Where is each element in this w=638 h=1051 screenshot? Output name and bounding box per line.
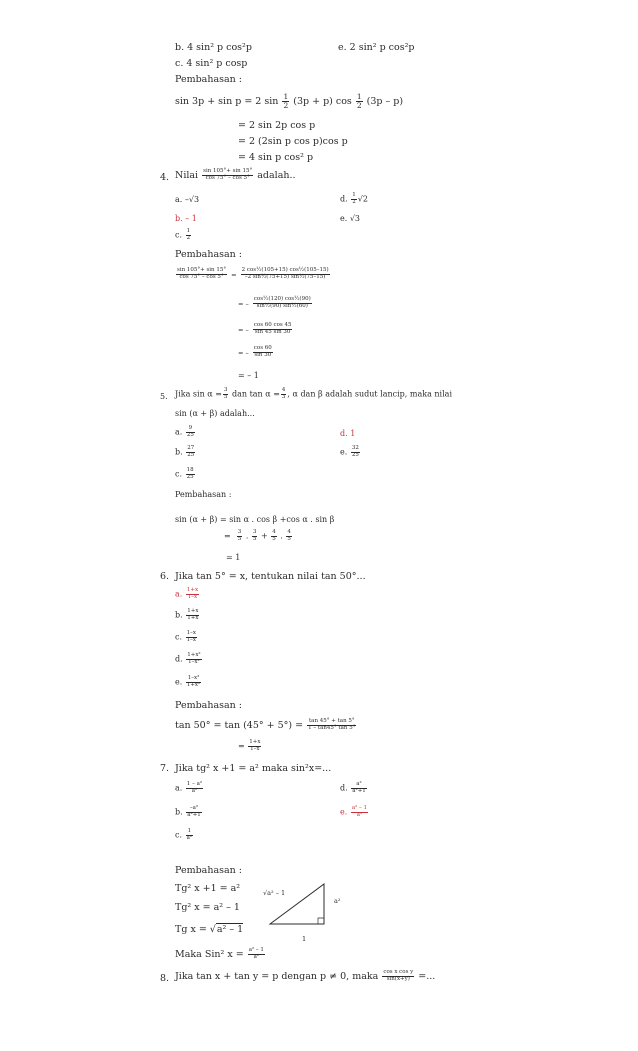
triangle-side-label: a²: [334, 897, 341, 905]
q5-pembahasan: Pembahasan :: [175, 490, 232, 499]
q4-step-3: = – $\frac{\cos 60 \cos 45}{\sin 45 \sin 30}$: [238, 322, 292, 335]
q7-step-3: Tg x = √a² – 1: [175, 924, 244, 935]
q3-option-c: c. 4 sin² p cosp: [175, 58, 248, 69]
q4-number: 4.: [160, 172, 170, 183]
q7-option-c: c. $\frac{1}{\text{a²}}$: [175, 828, 193, 841]
q4-step-4: = – $\frac{\cos 60}{\sin 30}$: [238, 345, 272, 358]
q4-option-b: b. – 1: [175, 214, 197, 223]
q6-step-2: = $\frac{1+x}{1-x}$: [238, 739, 261, 752]
q5-option-b: b. $\frac{27}{25}$: [175, 445, 195, 458]
q6-pembahasan: Pembahasan :: [175, 700, 243, 711]
q4-option-e: e. √3: [340, 214, 361, 223]
q6-number: 6.: [160, 571, 170, 582]
q6-option-e: e. $\frac{\text{1–x²}}{\text{1+x²}}$: [175, 675, 201, 688]
q6-stem: Jika tan 5° = x, tentukan nilai tan 50°...: [175, 571, 366, 582]
q6-option-a: a. $\frac{1+x}{1-x}$: [175, 587, 199, 600]
q5-step-3: = 1: [226, 553, 241, 562]
q8-number: 8.: [160, 973, 170, 984]
q5-number: 5.: [160, 392, 168, 401]
q7-pembahasan: Pembahasan :: [175, 865, 243, 876]
q4-step-1: $\frac{\sin 105^\circ+ \sin 15^\circ}{\cos 75^\circ - \cos 5^\circ}$ = $\frac{\text{2 cos½(105+15) cos½(105–15)}}{\text{–2 sin½(75+15) sin½(75–15)}}$: [177, 267, 329, 280]
q5-option-c: c. $\frac{18}{25}$: [175, 467, 194, 480]
q5-option-a: a. $\frac{9}{25}$: [175, 425, 194, 438]
q4-option-d: d. $\frac{1}{2}$ √2: [340, 192, 368, 205]
q7-option-b: b. $\frac{\text{–a²}}{\text{a²+1}}$: [175, 805, 201, 818]
right-triangle-diagram: [262, 878, 362, 938]
q7-option-d: d. $\frac{\text{a²}}{\text{a²+1}}$: [340, 781, 366, 794]
q6-option-d: d. $\frac{\text{1+x²}}{\text{1–x²}}$: [175, 652, 201, 665]
q3-step-3: = 2 (2sin p cos p)cos p: [238, 136, 348, 147]
triangle-base-label: 1: [302, 935, 307, 943]
q3-option-e: e. 2 sin² p cos²p: [338, 42, 415, 53]
q7-step-4: Maka Sin² x = $\frac{\text{a² – 1}}{\text{a²}}$: [175, 947, 264, 960]
q4-stem: Nilai $\frac{\sin 105^\circ+ \sin 15^\circ}{\cos 75^\circ - \cos 5^\circ}$ adalah..: [175, 168, 296, 181]
q3-step-2: = 2 sin 2p cos p: [238, 120, 316, 131]
q4-pembahasan: Pembahasan :: [175, 249, 243, 260]
q5-stem-line-2: sin (α + β) adalah...: [175, 409, 255, 418]
q6-step-1: tan 50° = tan (45° + 5°) = $\frac{\tan 45^\circ + \tan 5^\circ}{1 - \tan 45^\circ \tan 5^\circ}$: [175, 718, 356, 731]
q5-step-1: sin (α + β) = sin α . cos β +cos α . sin β: [175, 515, 335, 524]
q7-number: 7.: [160, 763, 170, 774]
q4-step-2: = – $\frac{\text{cos½(120) cos½(90)}}{\text{sin½(90) sin½(60)}}$: [238, 296, 311, 309]
q7-stem: Jika tg² x +1 = a² maka sin²x=...: [175, 763, 332, 774]
q6-option-b: b. $\frac{1+x}{1+x}$: [175, 608, 199, 621]
q4-step-5: = – 1: [238, 371, 259, 380]
q7-step-1: Tg² x +1 = a²: [175, 883, 241, 894]
q5-option-d: d. 1: [340, 429, 356, 438]
q5-step-2: = $\frac{3}{5}$ . $\frac{3}{5}$ + $\frac{4}{5}$ . $\frac{4}{5}$: [224, 529, 291, 542]
q7-step-2: Tg² x = a² – 1: [175, 902, 240, 913]
q6-option-c: c. $\frac{1-x}{1-x}$: [175, 630, 196, 643]
q4-option-c: c. $\frac{1}{2}$: [175, 228, 191, 241]
q5-stem-line-1: Jika sin α = $\frac{3}{5}$ dan tan α = $\frac{4}{3}$ , α dan β adalah sudut lancip, maka nilai: [175, 387, 453, 400]
q3-pembahasan: Pembahasan :: [175, 74, 243, 85]
q7-option-e: e. $\frac{\text{a² – 1}}{\text{a²}}$: [340, 805, 368, 818]
q3-step-4: = 4 sin p cos² p: [238, 152, 314, 163]
q3-step-1: sin 3p + sin p = 2 sin $\frac{1}{2}$ (3p + p) cos $\frac{1}{2}$ (3p – p): [175, 92, 404, 110]
q8-stem: Jika tan x + tan y = p dengan p ≠ 0, maka $\frac{\text{cos x cos y}}{\sin(x+y)}$ =...: [175, 969, 436, 982]
q3-option-b: b. 4 sin² p cos²p: [175, 42, 252, 53]
q7-option-a: a. $\frac{\text{1 – a²}}{\text{a²}}$: [175, 781, 203, 794]
q4-option-a: a. –√3: [175, 195, 200, 204]
triangle-hypotenuse-label: √a² – 1: [263, 889, 286, 897]
q5-option-e: e. $\frac{32}{25}$: [340, 445, 359, 458]
